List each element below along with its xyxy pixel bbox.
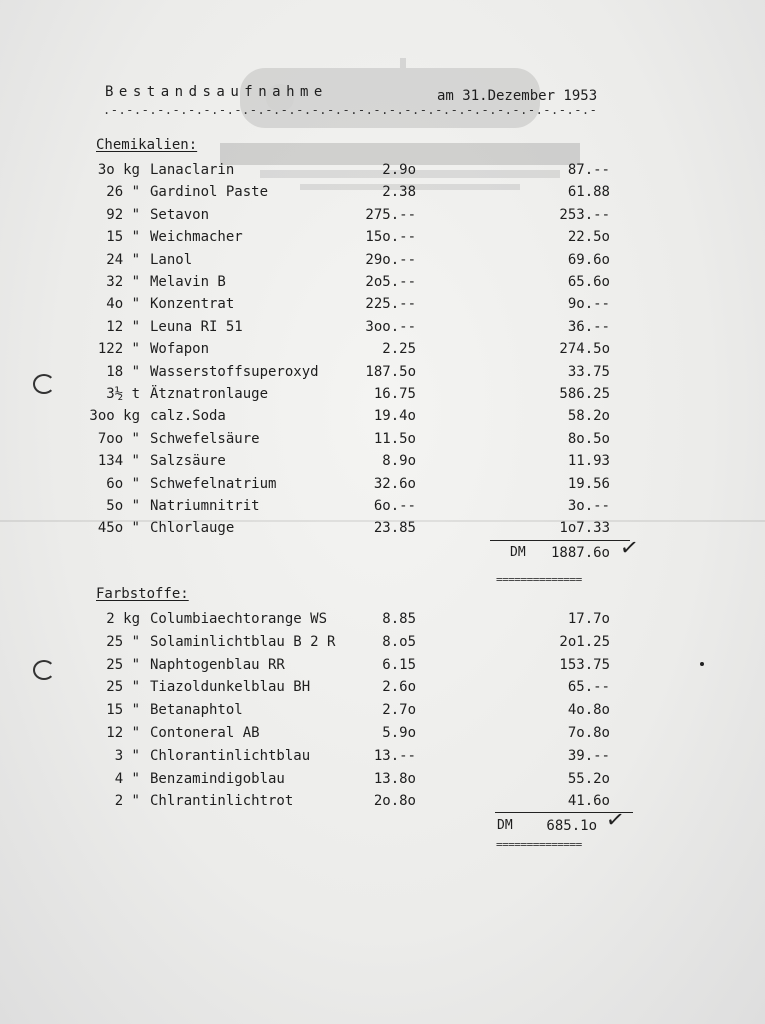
row-quantity: 15 " [106, 702, 140, 719]
row-unit-price: 13.-- [373, 747, 416, 764]
row-unit-price: 11.5o [373, 430, 416, 447]
row-total: 9o.-- [567, 296, 610, 313]
farb-double-rule: ============== [496, 838, 582, 851]
row-unit-price: 5.9o [382, 725, 416, 741]
row-quantity: 25 " [106, 633, 140, 650]
row-item-name: Chlorantinlichtblau [150, 747, 311, 764]
header-dash-rule: .-.-.-.-.-.-.-.-.-.-.-.-.-.-.-.-.-.-.-.-.-.-.-.-.-.-.-.-.-.-.-.- [103, 103, 598, 117]
row-quantity: 122 " [97, 341, 140, 358]
farb-sum-value: 685.1o [546, 818, 597, 834]
chem-sum-value: 1887.6o [550, 545, 610, 561]
row-unit-price: 6.15 [382, 656, 416, 673]
row-item-name: Benzamindigoblau [150, 770, 285, 787]
row-total: 8o.5o [567, 430, 610, 447]
row-total: 274.5o [559, 341, 610, 358]
row-unit-price: 3oo.-- [365, 318, 416, 335]
row-item-name: Melavin B [150, 274, 226, 290]
row-unit-price: 275.-- [365, 206, 416, 223]
row-item-name: Gardinol Paste [150, 184, 269, 201]
row-quantity: 2 " [114, 793, 140, 810]
row-item-name: Setavon [150, 206, 210, 223]
row-item-name: Columbiaechtorange WS [150, 611, 328, 627]
row-item-name: Leuna RI 51 [150, 318, 243, 335]
check-mark: ✓ [618, 534, 641, 563]
row-unit-price: 2.38 [382, 184, 416, 201]
chem-sum-label: DM [510, 545, 526, 560]
row-unit-price: 2o5.-- [365, 274, 416, 290]
row-item-name: Chlorlauge [150, 520, 235, 537]
row-quantity: 92 " [106, 206, 140, 223]
row-total: 2o1.25 [559, 633, 610, 650]
row-total: 65.-- [567, 679, 610, 696]
row-quantity: 134 " [97, 453, 140, 470]
row-item-name: Salzsäure [150, 453, 226, 470]
row-item-name: Schwefelnatrium [150, 475, 277, 492]
row-quantity: 15 " [106, 229, 140, 246]
row-total: 61.88 [567, 184, 610, 201]
row-unit-price: 32.6o [373, 475, 416, 492]
punch-hole-lower [33, 660, 55, 680]
row-unit-price: 2.25 [382, 341, 416, 358]
row-quantity: 4 " [114, 770, 140, 787]
row-quantity: 3 " [114, 747, 140, 764]
row-total: 36.-- [567, 318, 610, 335]
row-unit-price: 8.9o [382, 453, 416, 470]
row-unit-price: 187.5o [365, 363, 416, 380]
row-quantity: 5o " [106, 498, 140, 514]
row-quantity: 25 " [106, 656, 140, 673]
ink-speck [700, 662, 704, 666]
row-quantity: 32 " [106, 274, 140, 290]
row-quantity: 3oo kg [89, 408, 140, 425]
row-item-name: Solaminlichtblau B 2 R [150, 633, 336, 650]
row-unit-price: 6o.-- [373, 498, 416, 514]
row-unit-price: 2.7o [382, 702, 416, 719]
row-total: 55.2o [567, 770, 610, 787]
row-item-name: Betanaphtol [150, 702, 243, 719]
row-total: 65.6o [567, 274, 610, 290]
row-item-name: Chlrantinlichtrot [150, 793, 294, 810]
row-quantity: 3½ t [106, 386, 140, 402]
row-quantity: 24 " [106, 251, 140, 268]
row-total: 7o.8o [567, 725, 610, 741]
row-quantity: 6o " [106, 475, 140, 492]
row-item-name: Konzentrat [150, 296, 235, 313]
chem-double-rule: ============== [496, 573, 582, 586]
row-total: 4o.8o [567, 702, 610, 719]
row-unit-price: 19.4o [373, 408, 416, 425]
row-unit-price: 225.-- [365, 296, 416, 313]
row-total: 58.2o [567, 408, 610, 425]
row-unit-price: 2.6o [382, 679, 416, 696]
row-item-name: Natriumnitrit [150, 498, 260, 514]
row-total: 69.6o [567, 251, 610, 268]
row-total: 253.-- [559, 206, 610, 223]
document-title: Bestandsaufnahme [105, 84, 328, 100]
row-unit-price: 8.85 [382, 611, 416, 627]
row-item-name: Naphtogenblau RR [150, 656, 285, 673]
row-unit-price: 13.8o [373, 770, 416, 787]
row-item-name: calz.Soda [150, 408, 226, 425]
row-total: 22.5o [567, 229, 610, 246]
row-item-name: Schwefelsäure [150, 430, 260, 447]
row-quantity: 45o " [97, 520, 140, 537]
row-unit-price: 16.75 [373, 386, 416, 402]
check-mark: ✓ [604, 806, 627, 835]
row-unit-price: 29o.-- [365, 251, 416, 268]
row-unit-price: 2.9o [382, 162, 416, 178]
row-total: 87.-- [567, 162, 610, 178]
row-quantity: 3o kg [97, 162, 140, 178]
chem-sum-rule [490, 540, 630, 541]
document-date: am 31.Dezember 1953 [437, 88, 598, 104]
row-total: 39.-- [567, 747, 610, 764]
row-quantity: 12 " [106, 725, 140, 741]
row-item-name: Lanol [150, 251, 193, 268]
row-unit-price: 2o.8o [373, 793, 416, 810]
row-total: 41.6o [567, 793, 610, 810]
row-quantity: 26 " [106, 184, 140, 201]
row-item-name: Wasserstoffsuperoxyd [150, 363, 319, 380]
punch-hole-upper [33, 374, 55, 394]
row-quantity: 18 " [106, 363, 140, 380]
row-quantity: 4o " [106, 296, 140, 313]
row-total: 3o.-- [567, 498, 610, 514]
section-heading-chemikalien: Chemikalien: [96, 137, 198, 153]
row-quantity: 25 " [106, 679, 140, 696]
row-total: 586.25 [559, 386, 610, 402]
row-item-name: Wofapon [150, 341, 210, 358]
row-unit-price: 23.85 [373, 520, 416, 537]
row-quantity: 12 " [106, 318, 140, 335]
row-total: 19.56 [567, 475, 610, 492]
row-unit-price: 15o.-- [365, 229, 416, 246]
row-total: 33.75 [567, 363, 610, 380]
row-item-name: Ätznatronlauge [150, 386, 269, 402]
row-item-name: Tiazoldunkelblau BH [150, 679, 311, 696]
row-item-name: Contoneral AB [150, 725, 260, 741]
row-unit-price: 8.o5 [382, 633, 416, 650]
row-item-name: Lanaclarin [150, 162, 235, 178]
row-quantity: 7oo " [97, 430, 140, 447]
row-quantity: 2 kg [106, 611, 140, 627]
section-heading-farbstoffe: Farbstoffe: [96, 586, 189, 602]
row-total: 11.93 [567, 453, 610, 470]
farb-sum-label: DM [497, 818, 513, 833]
row-item-name: Weichmacher [150, 229, 243, 246]
row-total: 17.7o [567, 611, 610, 627]
row-total: 1o7.33 [559, 520, 610, 537]
row-total: 153.75 [559, 656, 610, 673]
